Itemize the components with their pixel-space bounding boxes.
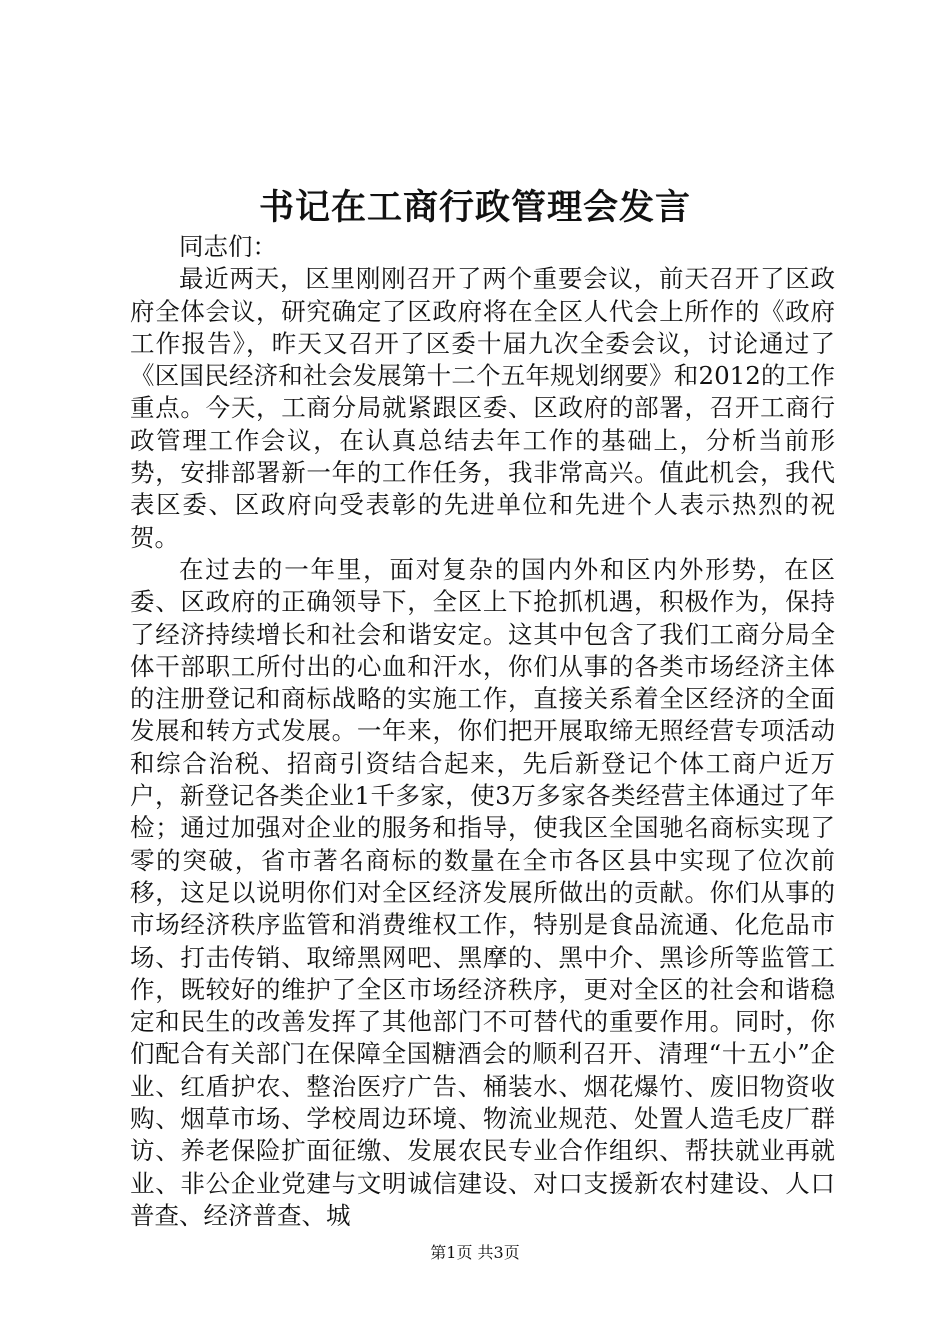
paragraph: 最近两天，区里刚刚召开了两个重要会议，前天召开了区政府全体会议，研究确定了区政府将在全区人代会上所作的《政府工作报告》，昨天又召开了区委十届九次全委会议，讨论通过了《区国民经济和社会发展第十二个五年规划纲要》和2012的工作重点。今天，工商分局就紧跟区委、区政府的部署，召开工商行政管理工作会议，在认真总结去年工作的基础上，分析当前形势，安排部署新一年的工作任务，我非常高兴。值此机会，我代表区委、区政府向受表彰的先进单位和先进个人表示热烈的祝贺。 — [130, 264, 835, 552]
page-number-footer: 第1页 共3页 — [430, 1243, 520, 1262]
document-body — [130, 231, 835, 1232]
document-title: 书记在工商行政管理会发言 — [258, 187, 691, 228]
paragraph: 在过去的一年里，面对复杂的国内外和区内外形势，在区委、区政府的正确领导下，全区上下抢抓机遇，积极作为，保持了经济持续增长和社会和谐安定。这其中包含了我们工商分局全体干部职工所付出的心血和汗水，你们从事的各类市场经济主体的注册登记和商标战略的实施工作，直接关系着全区经济的全面发展和转方式发展。一年来，你们把开展取缔无照经营专项活动和综合治税、招商引资结合起来，先后新登记个体工商户近万户，新登记各类企业1千多家，使3万多家各类经营主体通过了年检；通过加强对企业的服务和指导，使我区全国驰名商标实现了零的突破，省市著名商标的数量在全市各区县中实现了位次前移，这足以说明你们对全区经济发展所做出的贡献。你们从事的市场经济秩序监管和消费维权工作，特别是食品流通、化危品市场、打击传销、取缔黑网吧、黑摩的、黑中介、黑诊所等监管工作，既较好的维护了全区市场经济秩序，更对全区的社会和谐稳定和民生的改善发挥了其他部门不可替代的重要作用。同时，你们配合有关部门在保障全国糖酒会的顺利召开、清理“十五小”企业、红盾护农、整治医疗广告、桶装水、烟花爆竹、废旧物资收购、烟草市场、学校周边环境、物流业规范、处置人造毛皮厂群访、养老保险扩面征缴、发展农民专业合作组织、帮扶就业再就业、非公企业党建与文明诚信建设、对口支援新农村建设、人口普查、经济普查、城 — [130, 554, 835, 1230]
greeting: 同志们： — [179, 232, 277, 261]
